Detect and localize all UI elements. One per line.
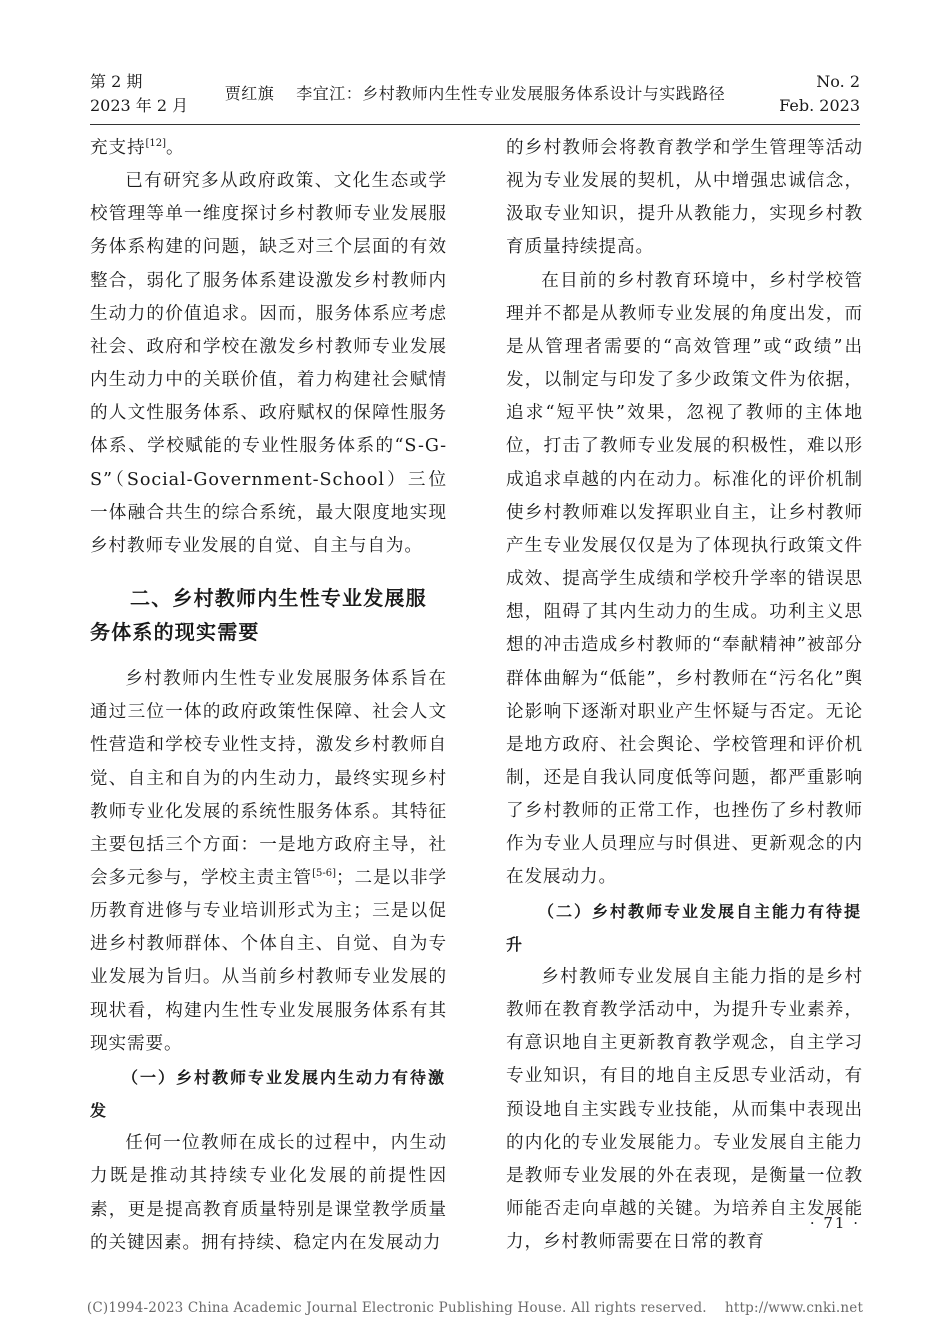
header-date-cn: 2023 年 2 月 <box>90 96 189 115</box>
header-issue-en-block <box>779 70 860 118</box>
paragraph-text: 乡村教师内生性专业发展服务体系旨在通过三位一体的政府政策性保障、社会人文性营造和学校专业性支持，激发乡村教师自觉、自主和自为的内生动力，最终实现乡村教师专业化发展的系统性服务体系。其特征主要包括三个方面：一是地方政府主导，社会多元参与，学校主责主管 <box>90 669 447 888</box>
section-heading: 二、乡村教师内生性专业发展服务体系的现实需要 <box>90 586 427 645</box>
subsection-heading: （二）乡村教师专业发展自主能力有待提升 <box>506 901 863 954</box>
page-number: · 71 · <box>809 1214 860 1232</box>
paragraph: 已有研究多从政府政策、文化生态或学校管理等单一维度探讨乡村教师专业发展服务体系构建的问题，缺乏对三个层面的有效整合，弱化了服务体系建设激发乡村教师内生动力的价值追求。因而，服务体系应考虑社会、政府和学校在激发乡村教师专业发展内生动力中的关联价值，着力构建社会赋情的人文性服务体系、政府赋权的保障性服务体系、学校赋能的专业性服务体系的“S-G-S”（Social-Government-School）三位一体融合共生的综合系统，最大限度地实现乡村教师专业发展的自觉、自主与自为。 <box>90 171 447 556</box>
paragraph-continuation <box>90 132 447 165</box>
paragraph <box>90 663 447 1061</box>
citation: [12] <box>145 138 167 150</box>
left-column <box>90 132 447 1260</box>
header-article-title: 贾红旗 李宜江：乡村教师内生性专业发展服务体系设计与实践路径 <box>224 84 726 103</box>
paragraph-text-end: 。 <box>166 138 185 158</box>
paragraph-text: 充支持 <box>90 138 146 158</box>
header-date-en: Feb. 2023 <box>779 96 860 115</box>
copyright-footer: (C)1994-2023 China Academic Journal Electronic Publishing House. All rights reserved. http://www.cnki.net <box>86 1300 864 1316</box>
citation: [5-6] <box>312 868 336 880</box>
running-header <box>90 70 860 118</box>
paragraph-continuation: 的乡村教师会将教育教学和学生管理等活动视为专业发展的契机，从中增强忠诚信念，汲取专业知识，提升从教能力，实现乡村教育质量持续提高。 <box>506 138 863 258</box>
paragraph: 在目前的乡村教育环境中，乡村学校管理并不都是从教师专业发展的角度出发，而是从管理者需要的“高效管理”或“政绩”出发，以制定与印发了多少政策文件为依据，追求“短平快”效果，忽视了教师的主体地位，打击了教师专业发展的积极性，难以形成追求卓越的内在动力。标准化的评价机制使乡村教师难以发挥职业自主，让乡村教师产生专业发展仅仅是为了体现执行政策文件成效、提高学生成绩和学校升学率的错误思想，阻碍了其内生动力的生成。功利主义思想的冲击造成乡村教师的“奉献精神”被部分群体曲解为“低能”，乡村教师在“污名化”舆论影响下逐渐对职业产生怀疑与否定。无论是地方政府、社会舆论、学校管理和评价机制，还是自我认同度低等问题，都严重影响了乡村教师的正常工作，也挫伤了乡村教师作为专业人员理应与时俱进、更新观念的内在发展动力。 <box>506 270 863 888</box>
header-rule <box>90 124 860 125</box>
header-issue-cn: 第 2 期 <box>90 72 143 91</box>
paragraph: 任何一位教师在成长的过程中，内生动力既是推动其持续专业化发展的前提性因素，更是提高教育质量特别是课堂教学质量的关键因素。拥有持续、稳定内在发展动力 <box>90 1133 447 1253</box>
right-column <box>506 132 863 1259</box>
paragraph: 乡村教师专业发展自主能力指的是乡村教师在教育教学活动中，为提升专业素养，有意识地自主更新教育教学观念，自主学习专业知识，有目的地自主反思专业活动，有预设地自主实践专业技能，从而集中表现出的内化的专业发展能力。专业发展自主能力是教师专业发展的外在表现，是衡量一位教师能否走向卓越的关键。为培养自主发展能力，乡村教师需要在日常的教育 <box>506 966 863 1253</box>
header-issue-en: No. 2 <box>816 72 860 91</box>
subsection-heading: （一）乡村教师专业发展内生动力有待激发 <box>90 1067 447 1121</box>
paragraph-text-end: ；二是以非学历教育进修与专业培训形式为主；三是以促进乡村教师群体、个体自主、自觉、自为专业发展为旨归。从当前乡村教师专业发展的现状看，构建内生性专业发展服务体系有其现实需要。 <box>90 867 447 1054</box>
